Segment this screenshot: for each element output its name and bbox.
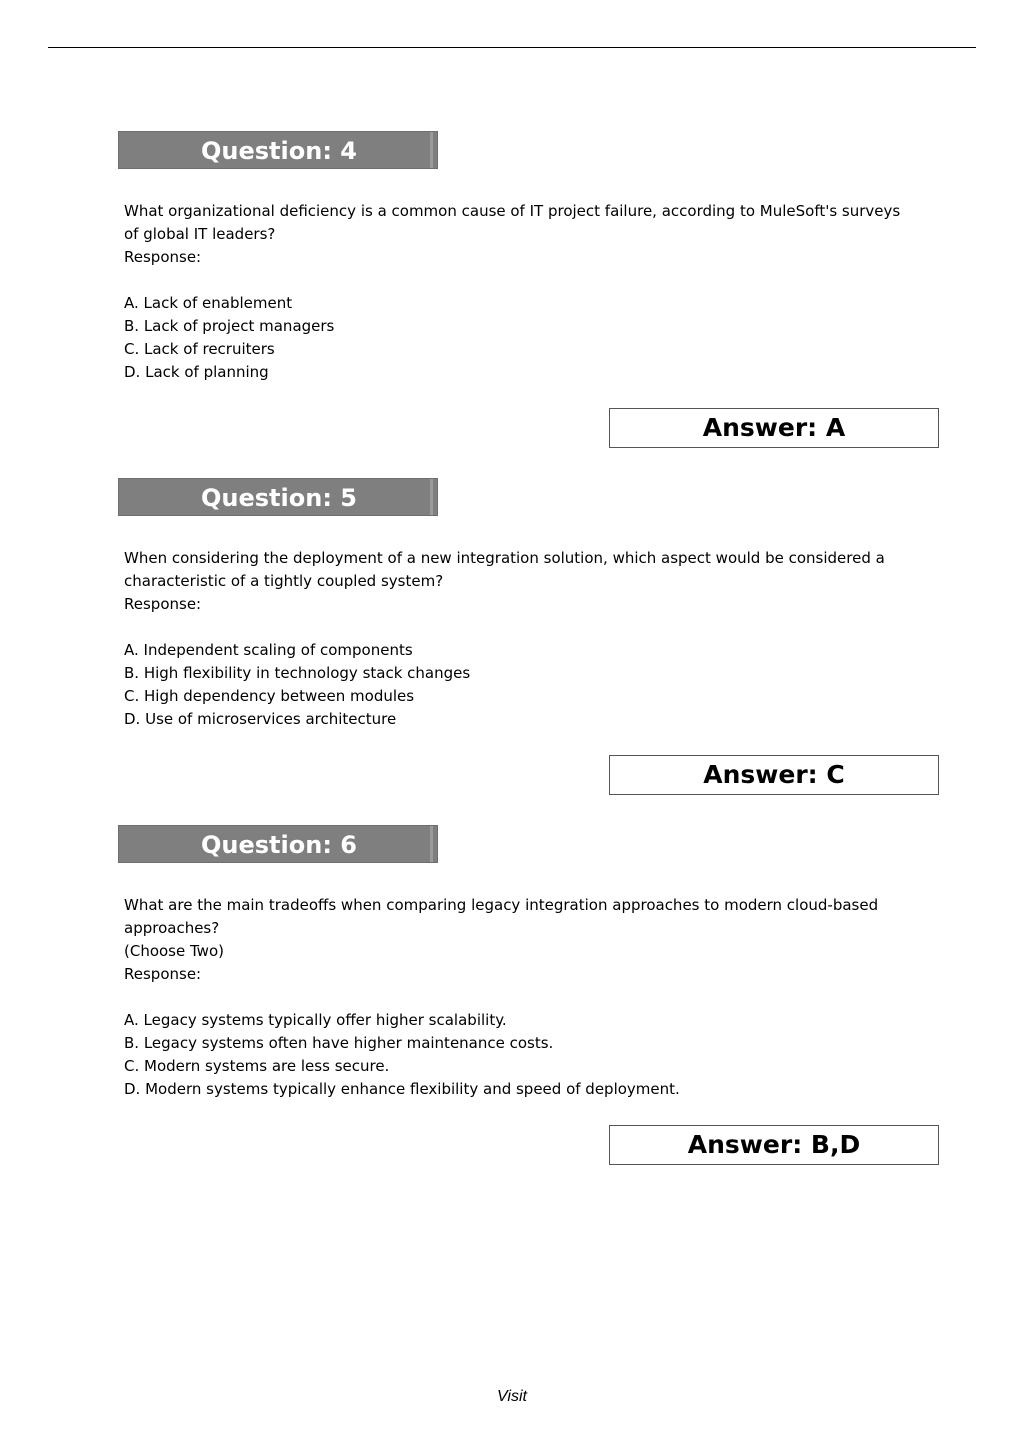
question-title: Question: 6 [201, 831, 357, 859]
prompt-line: Response: [124, 595, 202, 613]
option-item: D. Lack of planning [124, 363, 269, 381]
prompt-line: (Choose Two) [124, 942, 224, 960]
prompt-line: What organizational deficiency is a common cause of IT project failure, according to MuleSoft's surveys [124, 202, 901, 220]
answer-label: Answer: A [702, 413, 846, 442]
option-item: B. Lack of project managers [124, 317, 335, 335]
option-item: C. Lack of recruiters [124, 340, 275, 358]
answer-label: Answer: B,D [687, 1130, 861, 1159]
prompt-line: Response: [124, 965, 202, 983]
question-header [118, 131, 438, 169]
answer-box [609, 755, 939, 795]
option-item: C. High dependency between modules [124, 687, 415, 705]
prompt-line: What are the main tradeoffs when comparing legacy integration approaches to modern cloud-based [124, 896, 879, 914]
prompt-line: Response: [124, 248, 202, 266]
option-item: B. High flexibility in technology stack changes [124, 664, 471, 682]
answer-label: Answer: C [703, 760, 845, 789]
option-item: A. Legacy systems typically offer higher scalability. [124, 1011, 507, 1029]
question-body [124, 547, 924, 731]
top-rule [48, 47, 976, 48]
question-header [118, 825, 438, 863]
header-shade [430, 479, 433, 515]
prompt-line: When considering the deployment of a new integration solution, which aspect would be considered a [124, 549, 885, 567]
question-title: Question: 4 [201, 137, 357, 165]
prompt-line: of global IT leaders? [124, 225, 276, 243]
prompt-line: approaches? [124, 919, 220, 937]
header-shade [430, 826, 433, 862]
option-item: C. Modern systems are less secure. [124, 1057, 390, 1075]
header-shade [430, 132, 433, 168]
question-body [124, 200, 924, 384]
answer-box [609, 1125, 939, 1165]
option-item: D. Use of microservices architecture [124, 710, 397, 728]
question-header [118, 478, 438, 516]
option-item: B. Legacy systems often have higher maintenance costs. [124, 1034, 554, 1052]
option-item: A. Lack of enablement [124, 294, 293, 312]
prompt-line: characteristic of a tightly coupled system? [124, 572, 444, 590]
answer-box [609, 408, 939, 448]
question-body [124, 894, 924, 1101]
option-item: D. Modern systems typically enhance flexibility and speed of deployment. [124, 1080, 680, 1098]
footer-visit-text: Visit [497, 1388, 527, 1405]
option-item: A. Independent scaling of components [124, 641, 413, 659]
question-title: Question: 5 [201, 484, 357, 512]
